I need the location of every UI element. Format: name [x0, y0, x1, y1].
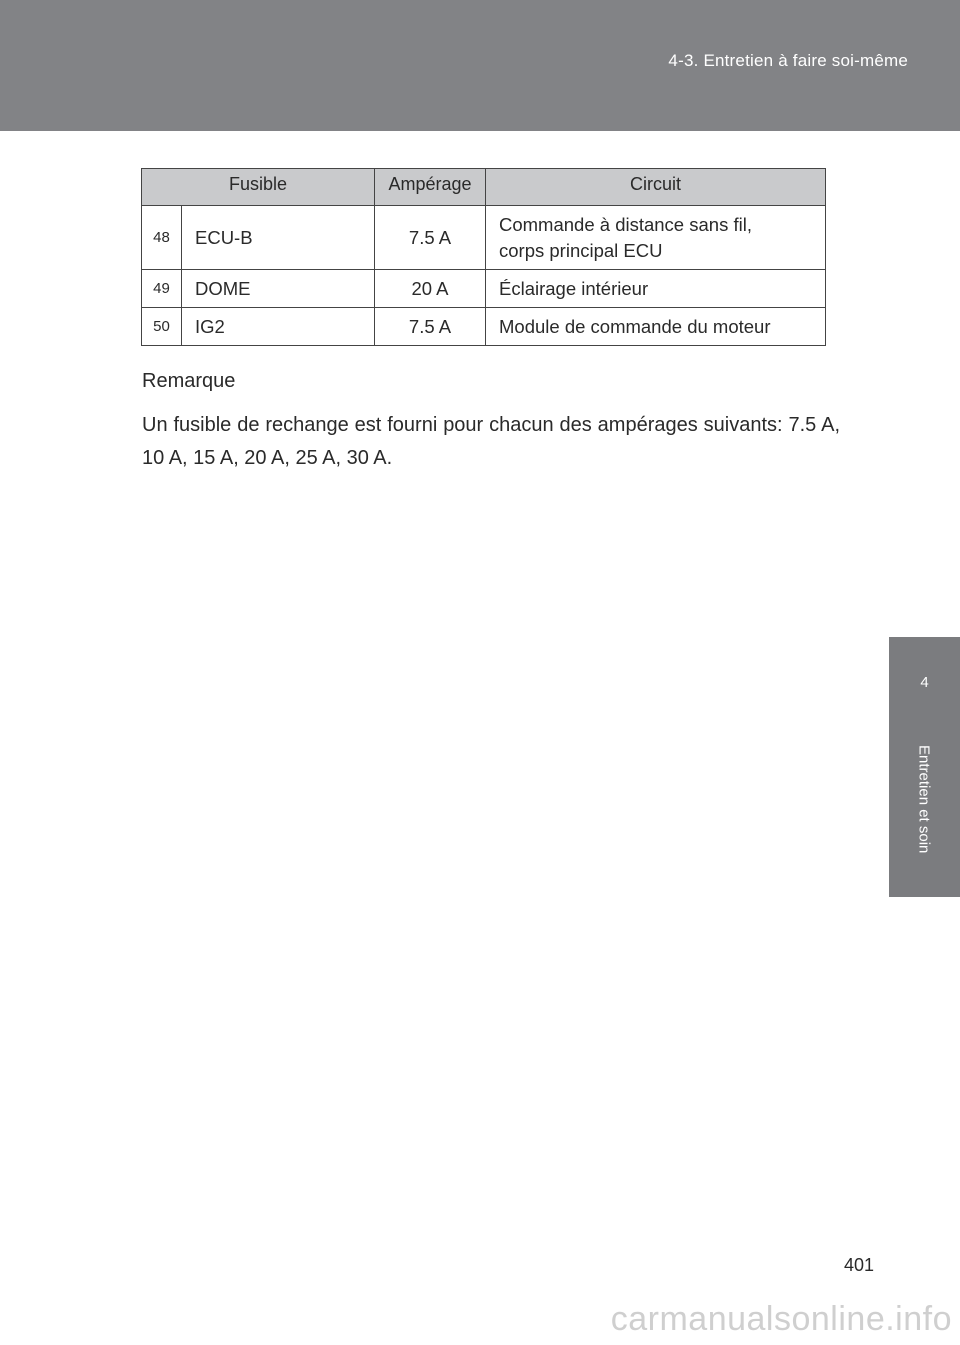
header-circuit: Circuit [486, 169, 826, 206]
fuse-number: 49 [142, 270, 182, 308]
chapter-label: Entretien et soin [915, 745, 933, 854]
header-fuse: Fusible [142, 169, 375, 206]
fuse-circuit: Éclairage intérieur [486, 270, 826, 308]
page-number: 401 [843, 1255, 874, 1275]
remark-heading: Remarque [142, 370, 236, 392]
fuse-amperage: 7.5 A [375, 308, 486, 346]
fuse-circuit: Module de commande du moteur [486, 308, 826, 346]
fuse-amperage: 20 A [375, 270, 486, 308]
fuse-amperage: 7.5 A [375, 206, 486, 270]
fuse-name: IG2 [182, 308, 375, 346]
remark-text: Un fusible de rechange est fourni pour chacun des ampérages suivants: 7.5 A, 10 A, 15 A, 20 A, 25 A, 30 A. [142, 414, 840, 469]
fuse-name: DOME [182, 270, 375, 308]
chapter-number: 4 [920, 674, 929, 691]
section-title: 4-3. Entretien à faire soi-même [668, 51, 908, 70]
fuse-circuit [486, 206, 826, 270]
header-band [0, 0, 960, 131]
header-amperage: Ampérage [375, 169, 486, 206]
fuse-circuit-line: Commande à distance sans fil, [499, 213, 752, 235]
table-row [142, 206, 826, 270]
table-row [142, 270, 826, 308]
fuse-number: 50 [142, 308, 182, 346]
fuse-circuit-line: corps principal ECU [499, 239, 663, 261]
table-row [142, 308, 826, 346]
table-header-row [142, 169, 826, 206]
fuse-number: 48 [142, 206, 182, 270]
chapter-side-tab [889, 637, 960, 897]
watermark: carmanualsonline.info [610, 1300, 952, 1338]
fuse-table [141, 168, 826, 346]
fuse-name: ECU-B [182, 206, 375, 270]
